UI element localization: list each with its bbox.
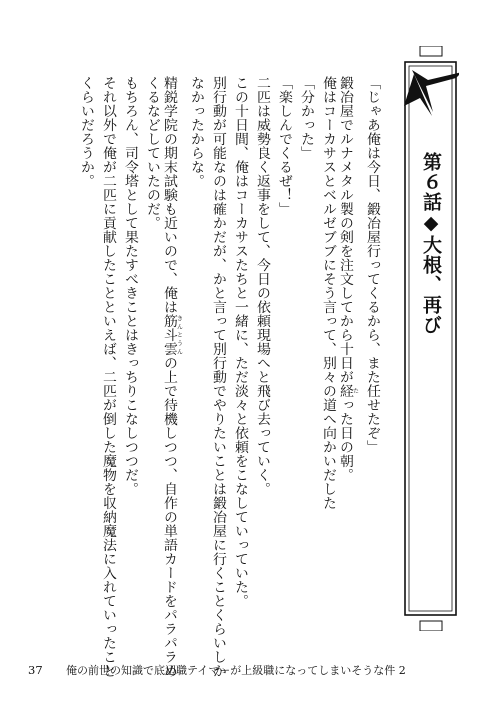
- text-column: 俺はコーカサスとベルゼブブにそう言って、別々の道へ向かいだした: [320, 76, 336, 510]
- text-column: 「分かった」: [298, 76, 314, 160]
- text-column: 精鋭学院の期末試験も近いので、俺は筋斗雲きんとうんの上で待機しつつ、自作の単語カードをパラパラめ: [161, 76, 183, 678]
- chapter-heading: [402, 46, 459, 631]
- text-column: 「じゃあ俺は今日、鍛冶屋行ってくるから、また任せたぞ」: [364, 76, 380, 454]
- page-footer: [28, 660, 468, 680]
- furigana-ruby: 経た: [337, 384, 359, 398]
- chapter-title: 第６話◆大根、再び: [420, 152, 442, 335]
- text-column: 別行動が可能なのは確かだが、かと言って別行動でやりたいことは鍛冶屋に行くことくらいしか: [210, 76, 226, 678]
- text-column: 二匹は威勢良く返事をして、今日の依頼現場へと飛び去っていく。: [254, 76, 270, 496]
- text-column: 鍛冶屋でルナメタル製の剣を注文してから十日が経たった日の朝。: [337, 76, 359, 482]
- text-column: くらいだろうか。: [78, 76, 94, 188]
- text-column: この十日間、俺はコーカサスたちと一緒に、ただ淡々と依頼をこなしていっていた。: [232, 76, 248, 608]
- text-column: もちろん、司令塔として果たすべきことはきっちりこなしつつだ。: [122, 76, 138, 496]
- text-column: くるなどしていたのだ。: [144, 76, 160, 230]
- page-number: 37: [28, 663, 43, 677]
- furigana-ruby: 筋斗雲きんとうん: [161, 314, 183, 356]
- text-column: それ以外で俺が二匹に貢献したことといえば、二匹が倒した魔物を収納魔法に入れていったこと: [100, 76, 116, 678]
- text-column: なかったからな。: [188, 76, 204, 188]
- text-column: 「楽しんでくるぜ！」: [276, 76, 292, 216]
- book-title: 俺の前世の知識で底辺職テイマーが上級職になってしまいそうな件 2: [66, 664, 406, 677]
